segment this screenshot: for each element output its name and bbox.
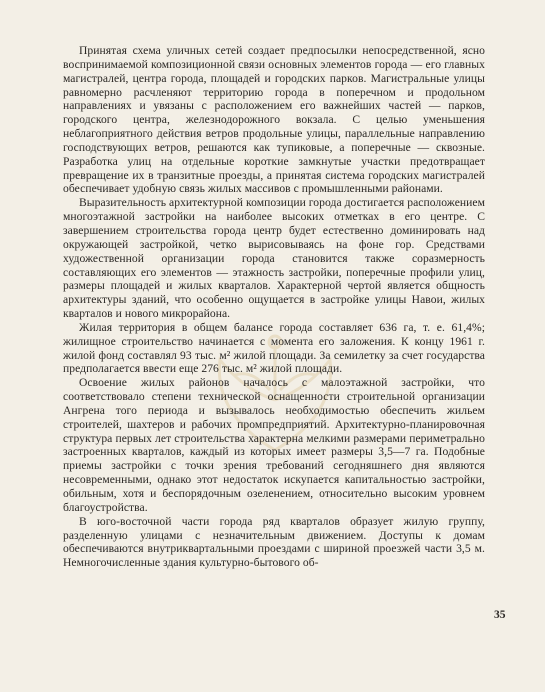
- page-number: 35: [494, 609, 506, 621]
- paragraph-3: Жилая территория в общем балансе города составляет 636 га, т. е. 61,4%; жилищное строительство начинается с момента его заложения. К концу 1961 г. жилой фонд составлял 93 тыс. м² жилой площади. За семилетку за счет государства предполагается ввести еще 276 тыс. м² жилой площади.: [63, 320, 485, 376]
- paragraph-4: Освоение жилых районов началось с малоэтажной застройки, что соответствовало степени технической оснащенности строительной организации Ангрена того периода и вызывалось необходимостью обеспечить жильем строителей, шахтеров и рабочих промпредприятий. Архитектурно-планировочная структура первых лет строительства характерна мелкими размерами периметрально застроенных кварталов, каждый из которых имеет размеры 3,5—7 га. Подобные приемы застройки с точки зрения требований сегодняшнего дня являются несовременными, однако этот недостаток искупается капитальностью застройки, обильным, хотя и беспорядочным озеленением, относительно высоким уровнем благоустройства.: [63, 376, 485, 514]
- paragraph-1: Принятая схема уличных сетей создает предпосылки непосредственной, ясно воспринимаемой композиционной связи основных элементов города — его главных магистралей, центра города, площадей и городских парков. Магистральные улицы равномерно расчленяют территорию города в поперечном и продольном направлениях и увязаны с расположением его важнейших частей — парков, городского центра, железнодорожного вокзала. С целью уменьшения неблагоприятного действия ветров продольные улицы, параллельные направлению господствующих ветров, решаются как тупиковые, а поперечные — сквозные. Разработка улиц на отдельные короткие замкнутые участки предотвращает превращение их в транзитные проезды, а принятая система городских магистралей обеспечивает удобную связь жилых массивов с промышленными районами.: [63, 44, 485, 196]
- body-text: [63, 44, 485, 570]
- paragraph-2: Выразительность архитектурной композиции города достигается расположением многоэтажной застройки на наиболее высоких отметках в его центре. С завершением строительства города центр будет естественно доминировать над окружающей застройкой, четко вырисовываясь на фоне гор. Средствами художественной организации города становится также соразмерность составляющих его элементов — этажность застройки, поперечные профили улиц, размеры площадей и жилых кварталов. Характерной чертой является общность архитектуры зданий, что особенно ощущается в застройке улицы Навои, жилых кварталов и нового микрорайона.: [63, 196, 485, 321]
- paragraph-5: В юго-восточной части города ряд кварталов образует жилую группу, разделенную улицами с незначительным движением. Доступы к домам обеспечиваются внутриквартальными проездами с шириной проезжей части 3,5 м. Немногочисленные здания культурно-бытового об-: [63, 514, 485, 570]
